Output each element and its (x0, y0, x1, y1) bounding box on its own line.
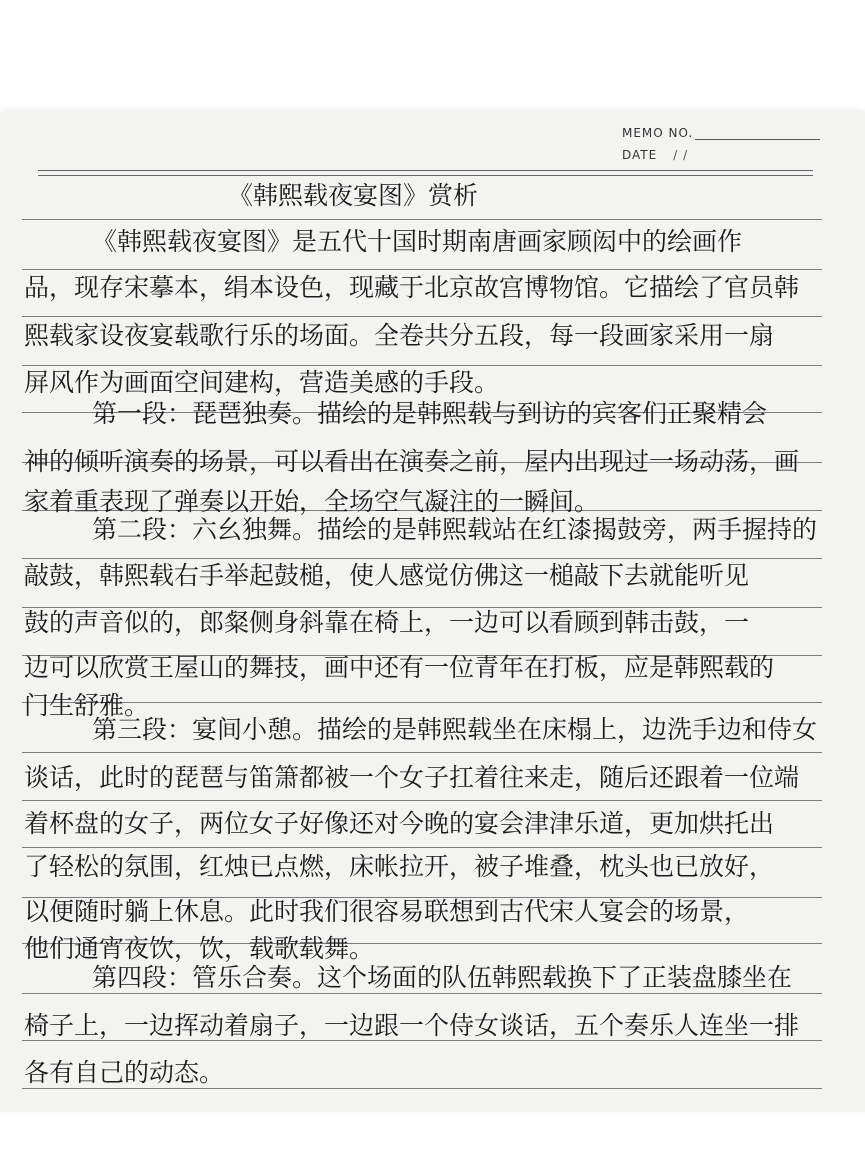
essay-line: 敲鼓，韩熙载右手举起鼓槌，使人感觉仿佛这一槌敲下去就能听见 (24, 561, 750, 590)
essay-line: 谈话，此时的琵琶与笛箫都被一个女子扛着往来走，随后还跟着一位端 (24, 763, 800, 792)
essay-line: 熙载家设夜宴载歌行乐的场面。全卷共分五段，每一段画家采用一扇 (24, 321, 775, 350)
essay-line: 鼓的声音似的，郎粲侧身斜靠在椅上，一边可以看顾到韩击鼓，一 (24, 608, 750, 637)
essay-line: 门生舒雅。 (24, 691, 150, 720)
essay-line: 品，现存宋摹本，绢本设色，现藏于北京故宫博物馆。它描绘了官员韩 (24, 273, 800, 302)
essay-line: 《韩熙载夜宴图》是五代十国时期南唐画家顾闳中的绘画作 (92, 227, 743, 256)
ruled-line (22, 269, 822, 270)
essay-line: 第一段：琵琶独奏。描绘的是韩熙载与到访的宾客们正聚精会 (92, 399, 768, 428)
essay-line: 第三段：宴间小憩。描绘的是韩熙载坐在床榻上，边洗手边和侍女 (92, 715, 818, 744)
essay-line: 了轻松的氛围，红烛已点燃，床帐拉开，被子堆叠，枕头也已放好， (24, 852, 775, 881)
essay-title: 《韩熙载夜宴图》赏析 (228, 181, 479, 210)
date-label: DATE (622, 148, 658, 162)
essay-line: 神的倾听演奏的场景，可以看出在演奏之前，屋内出现过一场动荡，画 (24, 447, 800, 476)
ruled-line (22, 316, 822, 317)
essay-line: 着杯盘的女子，两位女子好像还对今晚的宴会津津乐道，更加烘托出 (24, 809, 775, 838)
essay-line: 边可以欣赏王屋山的舞技，画中还有一位青年在打板，应是韩熙载的 (24, 653, 775, 682)
ruled-line (22, 752, 822, 753)
essay-line: 第四段：管乐合奏。这个场面的队伍韩熙载换下了正装盘膝坐在 (92, 963, 793, 992)
essay-line: 以便随时躺上休息。此时我们很容易联想到古代宋人宴会的场景， (24, 897, 750, 926)
date-marks: / / (673, 148, 689, 162)
essay-line: 屏风作为画面空间建构，营造美感的手段。 (24, 368, 500, 397)
ruled-line (22, 365, 822, 366)
essay-line: 各有自己的动态。 (24, 1058, 225, 1087)
ruled-line (22, 800, 822, 801)
ruled-line (22, 847, 822, 848)
essay-line: 第二段：六幺独舞。描绘的是韩熙载站在红漆揭鼓旁，两手握持的 (92, 515, 818, 544)
memo-no-label: MEMO NO. (622, 126, 694, 140)
essay-line: 家着重表现了弹奏以开始，全场空气凝注的一瞬间。 (24, 487, 600, 516)
essay-line: 椅子上，一边挥动着扇子，一边跟一个侍女谈话，五个奏乐人连坐一排 (24, 1011, 800, 1040)
essay-line: 他们通宵夜饮，饮，载歌载舞。 (24, 934, 375, 963)
ruled-line (22, 558, 822, 559)
ruled-line (22, 219, 822, 220)
memo-no-line (695, 127, 820, 140)
header-double-rule (38, 170, 813, 176)
memo-header (622, 118, 820, 162)
